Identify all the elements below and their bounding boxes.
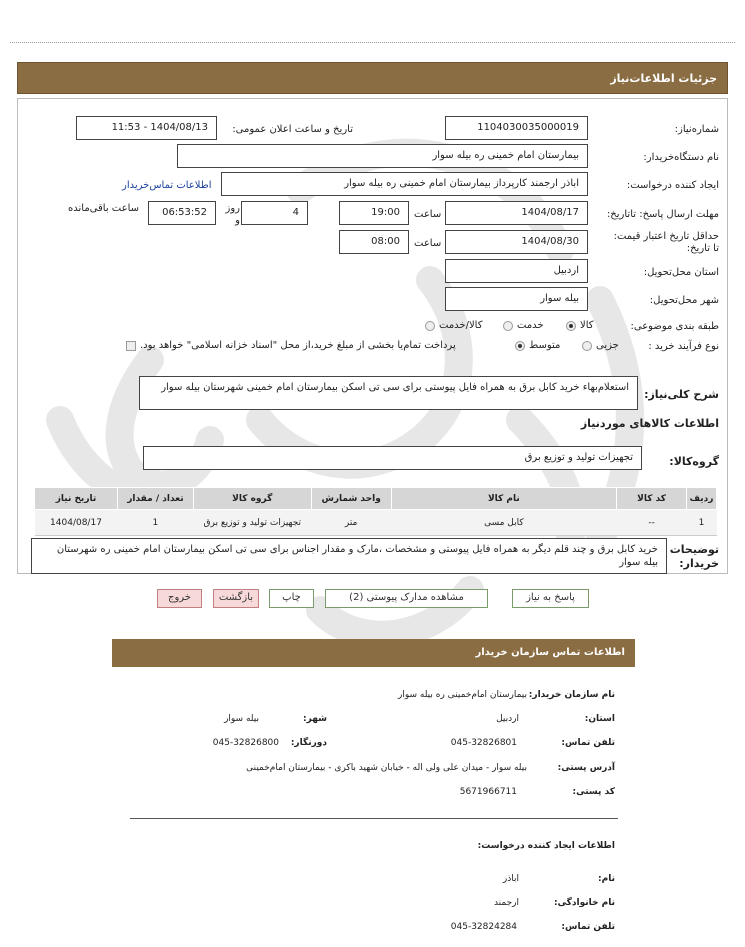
days-label: روز و [225,203,240,226]
family-label: نام خانوادگی: [553,898,615,908]
back-button[interactable]: بازگشت [213,589,259,608]
need-number-label: شماره‌نیاز: [674,124,719,135]
process-minor-text: جزیی [596,340,619,351]
notes-label: توضیحات خریدار: [669,543,719,570]
table-header-row [35,488,717,510]
deadline-label: مهلت ارسال پاسخ: تاتاریخ: [606,209,719,220]
days-field: 4 [241,201,308,225]
cell-qty: 1 [117,510,193,536]
details-panel-header [17,62,728,94]
col-code: کد کالا [617,488,687,510]
treasury-checkbox[interactable] [126,340,456,351]
summary-label: شرح کلی‌نیاز: [644,388,719,401]
col-group: گروه کالا [193,488,311,510]
category-both-radio[interactable] [425,320,483,331]
creator-info-title: اطلاعات ایجاد کننده درخواست: [477,841,615,851]
category-label: طبقه بندی موضوعی: [630,321,719,332]
validity-date-field: 1404/08/30 [445,230,588,254]
validity-time-label: ساعت [414,238,442,249]
buyer-field: بیمارستان امام خمینی ره بیله سوار [177,144,588,168]
col-row: ردیف [687,488,717,510]
print-button[interactable]: چاپ [269,589,314,608]
category-both-text: کالا/خدمت [439,320,483,331]
goods-info-title: اطلاعات کالاهای موردنیاز [580,417,719,430]
fax-label: دورنگار: [290,738,327,748]
process-medium-radio[interactable] [515,340,560,351]
validity-label: حداقل تاریخ اعتبار قیمت: تا تاریخ: [613,231,719,254]
creator-field: اباذر ارجمند کارپرداز بیمارستان امام خمینی ره بیله سوار [221,172,588,196]
process-minor-radio[interactable] [582,340,619,351]
announce-label: تاریخ و ساعت اعلان عمومی: [232,124,353,135]
col-qty: تعداد / مقدار [117,488,193,510]
province-label: استان محل‌تحویل: [643,267,719,278]
city-field: بیله سوار [445,287,588,311]
org-label: نام سازمان خریدار: [528,690,615,700]
contact-info-link[interactable]: اطلاعات تماس‌خریدار [122,180,212,191]
phone-label: تلفن تماس: [561,738,615,748]
postal-value: 5671966711 [459,787,517,797]
items-table [34,487,717,536]
remaining-label: ساعت باقی‌مانده [68,203,140,214]
contact-section-header [112,639,635,667]
contact-province-label: استان: [584,714,615,724]
name-value: اباذر [502,874,519,884]
deadline-time-label: ساعت [414,209,442,220]
exit-button[interactable]: خروج [157,589,202,608]
radio-selected-icon [566,321,576,331]
city-label: شهر محل‌تحویل: [649,295,719,306]
col-unit: واحد شمارش [311,488,391,510]
table-row [35,510,717,536]
top-divider [10,42,735,43]
cell-name: کابل مسی [391,510,617,536]
creator-label: ایجاد کننده درخواست: [626,180,719,191]
radio-selected-icon [515,341,525,351]
cell-row: 1 [687,510,717,536]
contact-city-value: بیله سوار [224,714,259,724]
deadline-date-field: 1404/08/17 [445,201,588,225]
org-value: بیمارستان امام‌خمینی ره بیله سوار [397,690,527,700]
radio-icon [425,321,435,331]
announce-field: 1404/08/13 - 11:53 [76,116,217,140]
deadline-time-field: 19:00 [339,201,409,225]
contact-divider [130,818,618,819]
process-medium-text: متوسط [529,340,561,351]
reply-button[interactable]: پاسخ به نیاز [512,589,589,608]
radio-icon [503,321,513,331]
cell-unit: متر [311,510,391,536]
cell-group: تجهیزات تولید و توزیع برق [193,510,311,536]
checkbox-icon [126,341,136,351]
fax-value: 045-32826800 [212,738,279,748]
province-field: اردبیل [445,259,588,283]
remaining-time-field: 06:53:52 [148,201,216,225]
category-goods-text: کالا [580,320,594,331]
category-goods-radio[interactable] [566,320,594,331]
category-service-text: خدمت [517,320,544,331]
group-label: گروه‌کالا: [669,455,719,468]
name-label: نام: [598,874,615,884]
view-attachments-button[interactable]: مشاهده مدارک پیوستی (2) [325,589,488,608]
postal-label: کد پستی: [572,787,615,797]
creator-phone-value: 045-32824284 [450,922,517,932]
summary-field: استعلام‌بهاء خرید کابل برق به همراه فایل پیوستی برای سی تی اسکن بیمارستان امام خمینی شهرستان بیله سوار [139,376,638,410]
buyer-label: نام دستگاه‌خریدار: [643,152,719,163]
radio-icon [582,341,592,351]
contact-city-label: شهر: [303,714,327,724]
col-name: نام کالا [391,488,617,510]
category-service-radio[interactable] [503,320,544,331]
contact-title: اطلاعات تماس سازمان خریدار [475,647,625,658]
need-number-field: 1104030035000019 [445,116,588,140]
treasury-note: پرداخت تمام‌یا بخشی از مبلغ خرید،از محل "اسناد خزانه اسلامی" خواهد بود. [140,340,456,351]
notes-field: خرید کابل برق و چند قلم دیگر به همراه فایل پیوستی و مشخصات ،مارک و مقدار اجناس برای سی تی اسکن بیمارستان امام خمینی ره شهرستان بیله سوار [31,538,667,574]
cell-date: 1404/08/17 [35,510,118,536]
cell-code: -- [617,510,687,536]
validity-time-field: 08:00 [339,230,409,254]
address-value: بیله سوار - میدان علی ولی اله - خیابان شهید باکری - بیمارستان امام‌خمینی [246,763,527,773]
panel-title: جزئیات اطلاعات‌نیاز [610,72,717,85]
col-date: تاریخ نیاز [35,488,118,510]
phone-value: 045-32826801 [450,738,517,748]
creator-phone-label: تلفن تماس: [561,922,615,932]
process-label: نوع فرآیند خرید : [648,341,719,352]
group-field: تجهیزات تولید و توزیع برق [143,446,642,470]
family-value: ارجمند [493,898,519,908]
address-label: آدرس پستی: [557,763,615,773]
contact-province-value: اردبیل [496,714,519,724]
